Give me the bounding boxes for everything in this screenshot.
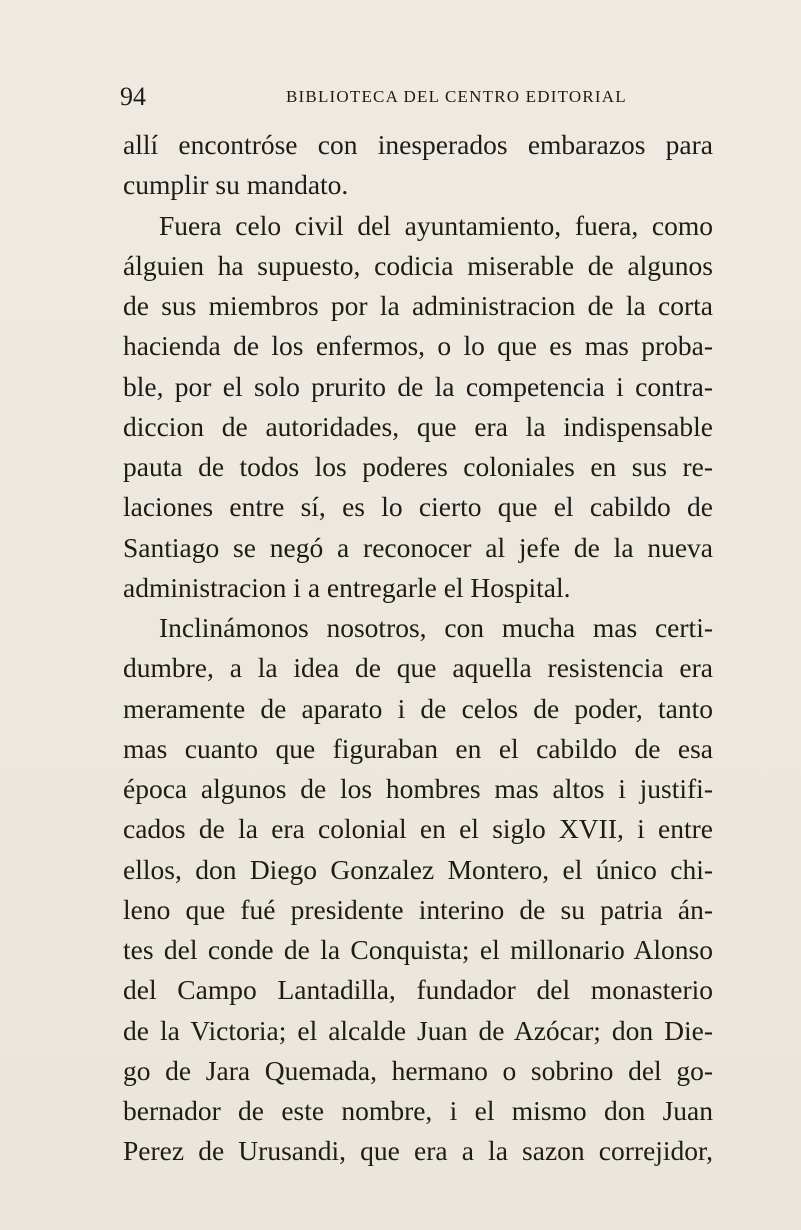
text-line: Perez de Urusandi, que era a la sazon correjidor, xyxy=(123,1135,713,1167)
body-text xyxy=(123,125,713,1172)
text-line: de la Victoria; el alcalde Juan de Azócar; don Die- xyxy=(123,1014,713,1046)
text-line: del Campo Lantadilla, fundador del monasterio xyxy=(123,974,713,1006)
text-line: ble, por el solo prurito de la competencia i contra- xyxy=(123,370,713,402)
text-line: de sus miembros por la administracion de la corta xyxy=(123,290,713,321)
text-line: dumbre, a la idea de que aquella resistencia era xyxy=(123,652,713,684)
text-line: cados de la era colonial en el siglo XVII, i entre xyxy=(123,813,713,845)
text-line: diccion de autoridades, que era la indispensable xyxy=(123,410,713,442)
text-line: laciones entre sí, es lo cierto que el cabildo de xyxy=(123,491,713,523)
running-head: BIBLIOTECA DEL CENTRO EDITORIAL xyxy=(286,87,627,106)
text-line: allí encontróse con inesperados embarazos para xyxy=(123,129,713,160)
text-line: leno que fué presidente interino de su patria án- xyxy=(123,893,713,925)
text-line: meramente de aparato i de celos de poder, tanto xyxy=(123,692,713,724)
text-line: hacienda de los enfermos, o lo que es mas proba- xyxy=(123,330,713,362)
text-line: cumplir su mandato. xyxy=(123,169,349,201)
page-number: 94 xyxy=(120,82,146,111)
text-line: Inclinámonos nosotros, con mucha mas certi- xyxy=(159,612,713,643)
text-line: tes del conde de la Conquista; el millonario Alonso xyxy=(123,934,713,965)
text-line: ellos, don Diego Gonzalez Montero, el único chi- xyxy=(123,853,713,885)
text-line: go de Jara Quemada, hermano o sobrino del go- xyxy=(123,1054,713,1086)
page-header xyxy=(0,82,801,112)
text-line: Santiago se negó a reconocer al jefe de la nueva xyxy=(123,531,713,563)
text-line: época algunos de los hombres mas altos i justifi- xyxy=(123,773,713,804)
text-line: álguien ha supuesto, codicia miserable de algunos xyxy=(123,249,713,281)
text-line: bernador de este nombre, i el mismo don Juan xyxy=(123,1095,713,1126)
text-line: administracion i a entregarle el Hospital. xyxy=(123,571,571,603)
text-line: pauta de todos los poderes coloniales en sus re- xyxy=(123,451,713,482)
text-line: Fuera celo civil del ayuntamiento, fuera, como xyxy=(159,209,713,241)
text-line: mas cuanto que figuraban en el cabildo de esa xyxy=(123,732,713,764)
